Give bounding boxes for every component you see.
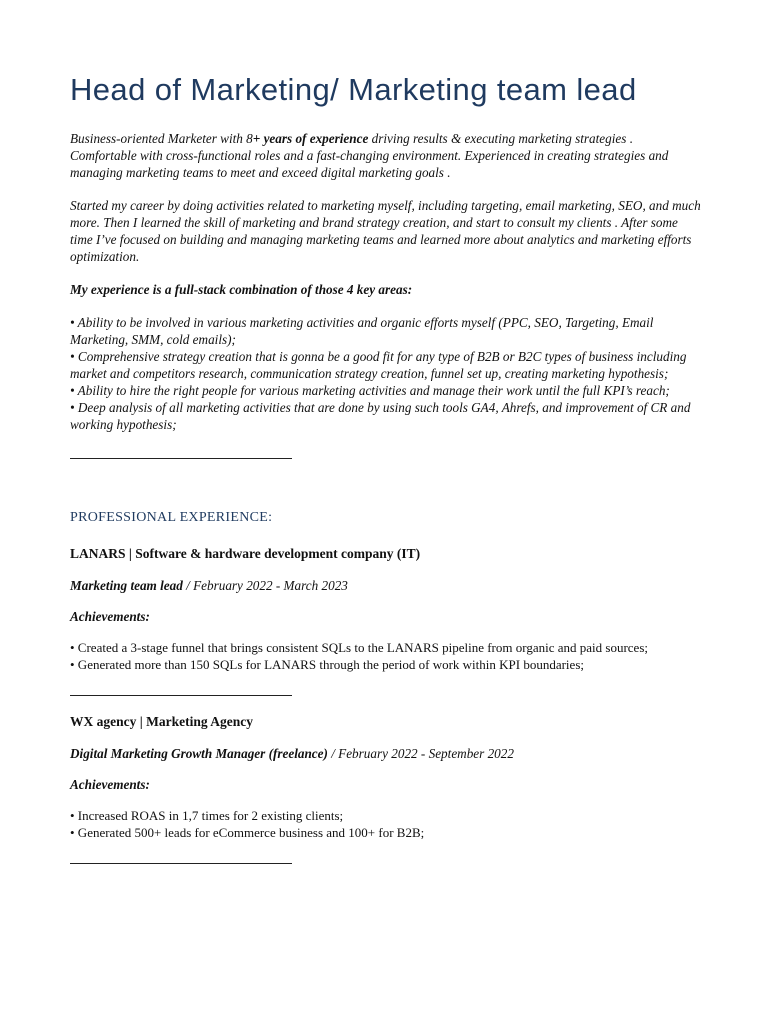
achievement-item: • Generated 500+ leads for eCommerce business and 100+ for B2B; <box>70 825 425 840</box>
intro-paragraph-1 <box>70 130 702 181</box>
job-role-line <box>70 745 702 762</box>
achievements-list <box>70 807 702 841</box>
key-area-item: • Deep analysis of all marketing activities that are done by using such tools GA4, Ahrefs, and improvement of CR and working hypothesis; <box>70 400 691 432</box>
job-role-line <box>70 577 702 594</box>
divider <box>70 458 292 459</box>
intro-p1-after: driving results & executing marketing strategies . Comfortable with cross-functional roles and a fast-changing environment. Experienced in creating strategies and managing marketing teams to meet and exceed digital marketing goals . <box>70 131 669 180</box>
job-role: Digital Marketing Growth Manager (freelance) <box>70 746 328 761</box>
achievements-label: Achievements: <box>70 777 150 792</box>
job-role: Marketing team lead <box>70 578 183 593</box>
achievement-item: • Increased ROAS in 1,7 times for 2 existing clients; <box>70 808 344 823</box>
resume-content <box>70 72 702 864</box>
achievement-item: • Created a 3-stage funnel that brings consistent SQLs to the LANARS pipeline from organic and paid sources; <box>70 640 648 655</box>
job-period: / February 2022 - March 2023 <box>182 578 348 593</box>
achievements-label: Achievements: <box>70 609 150 624</box>
intro-p1-before: Business-oriented Marketer with 8 <box>70 131 253 146</box>
job-company: LANARS | Software & hardware development company (IT) <box>70 546 421 561</box>
job-period: / February 2022 - September 2022 <box>327 746 514 761</box>
key-areas-list <box>70 314 702 433</box>
experience-heading: PROFESSIONAL EXPERIENCE: <box>70 510 273 525</box>
key-areas-heading: My experience is a full-stack combination of those 4 key areas: <box>70 282 413 297</box>
key-area-item: • Ability to hire the right people for various marketing activities and manage their work until the full KPI’s reach; <box>70 383 670 398</box>
intro-paragraph-2: Started my career by doing activities related to marketing myself, including targeting, email marketing, SEO, and much more. Then I learned the skill of marketing and brand strategy creation, and start to consult my clients . After some time I’ve focused on building and managing marketing teams and learned more about analytics and marketing efforts optimization. <box>70 198 701 264</box>
divider <box>70 863 292 864</box>
page-title: Head of Marketing/ Marketing team lead <box>70 72 637 107</box>
achievements-list <box>70 639 702 673</box>
key-area-item: • Comprehensive strategy creation that is gonna be a good fit for any type of B2B or B2C types of business including market and competitors research, communication strategy creation, funnel set up, creating marketing hypothesis; <box>70 349 687 381</box>
achievement-item: • Generated more than 150 SQLs for LANARS through the period of work within KPI boundaries; <box>70 657 584 672</box>
job-company: WX agency | Marketing Agency <box>70 714 253 729</box>
divider <box>70 695 292 696</box>
intro-p1-bold: + years of experience <box>252 131 369 146</box>
key-area-item: • Ability to be involved in various marketing activities and organic efforts myself (PPC, SEO, Targeting, Email Marketing, SMM, cold emails); <box>70 315 654 347</box>
